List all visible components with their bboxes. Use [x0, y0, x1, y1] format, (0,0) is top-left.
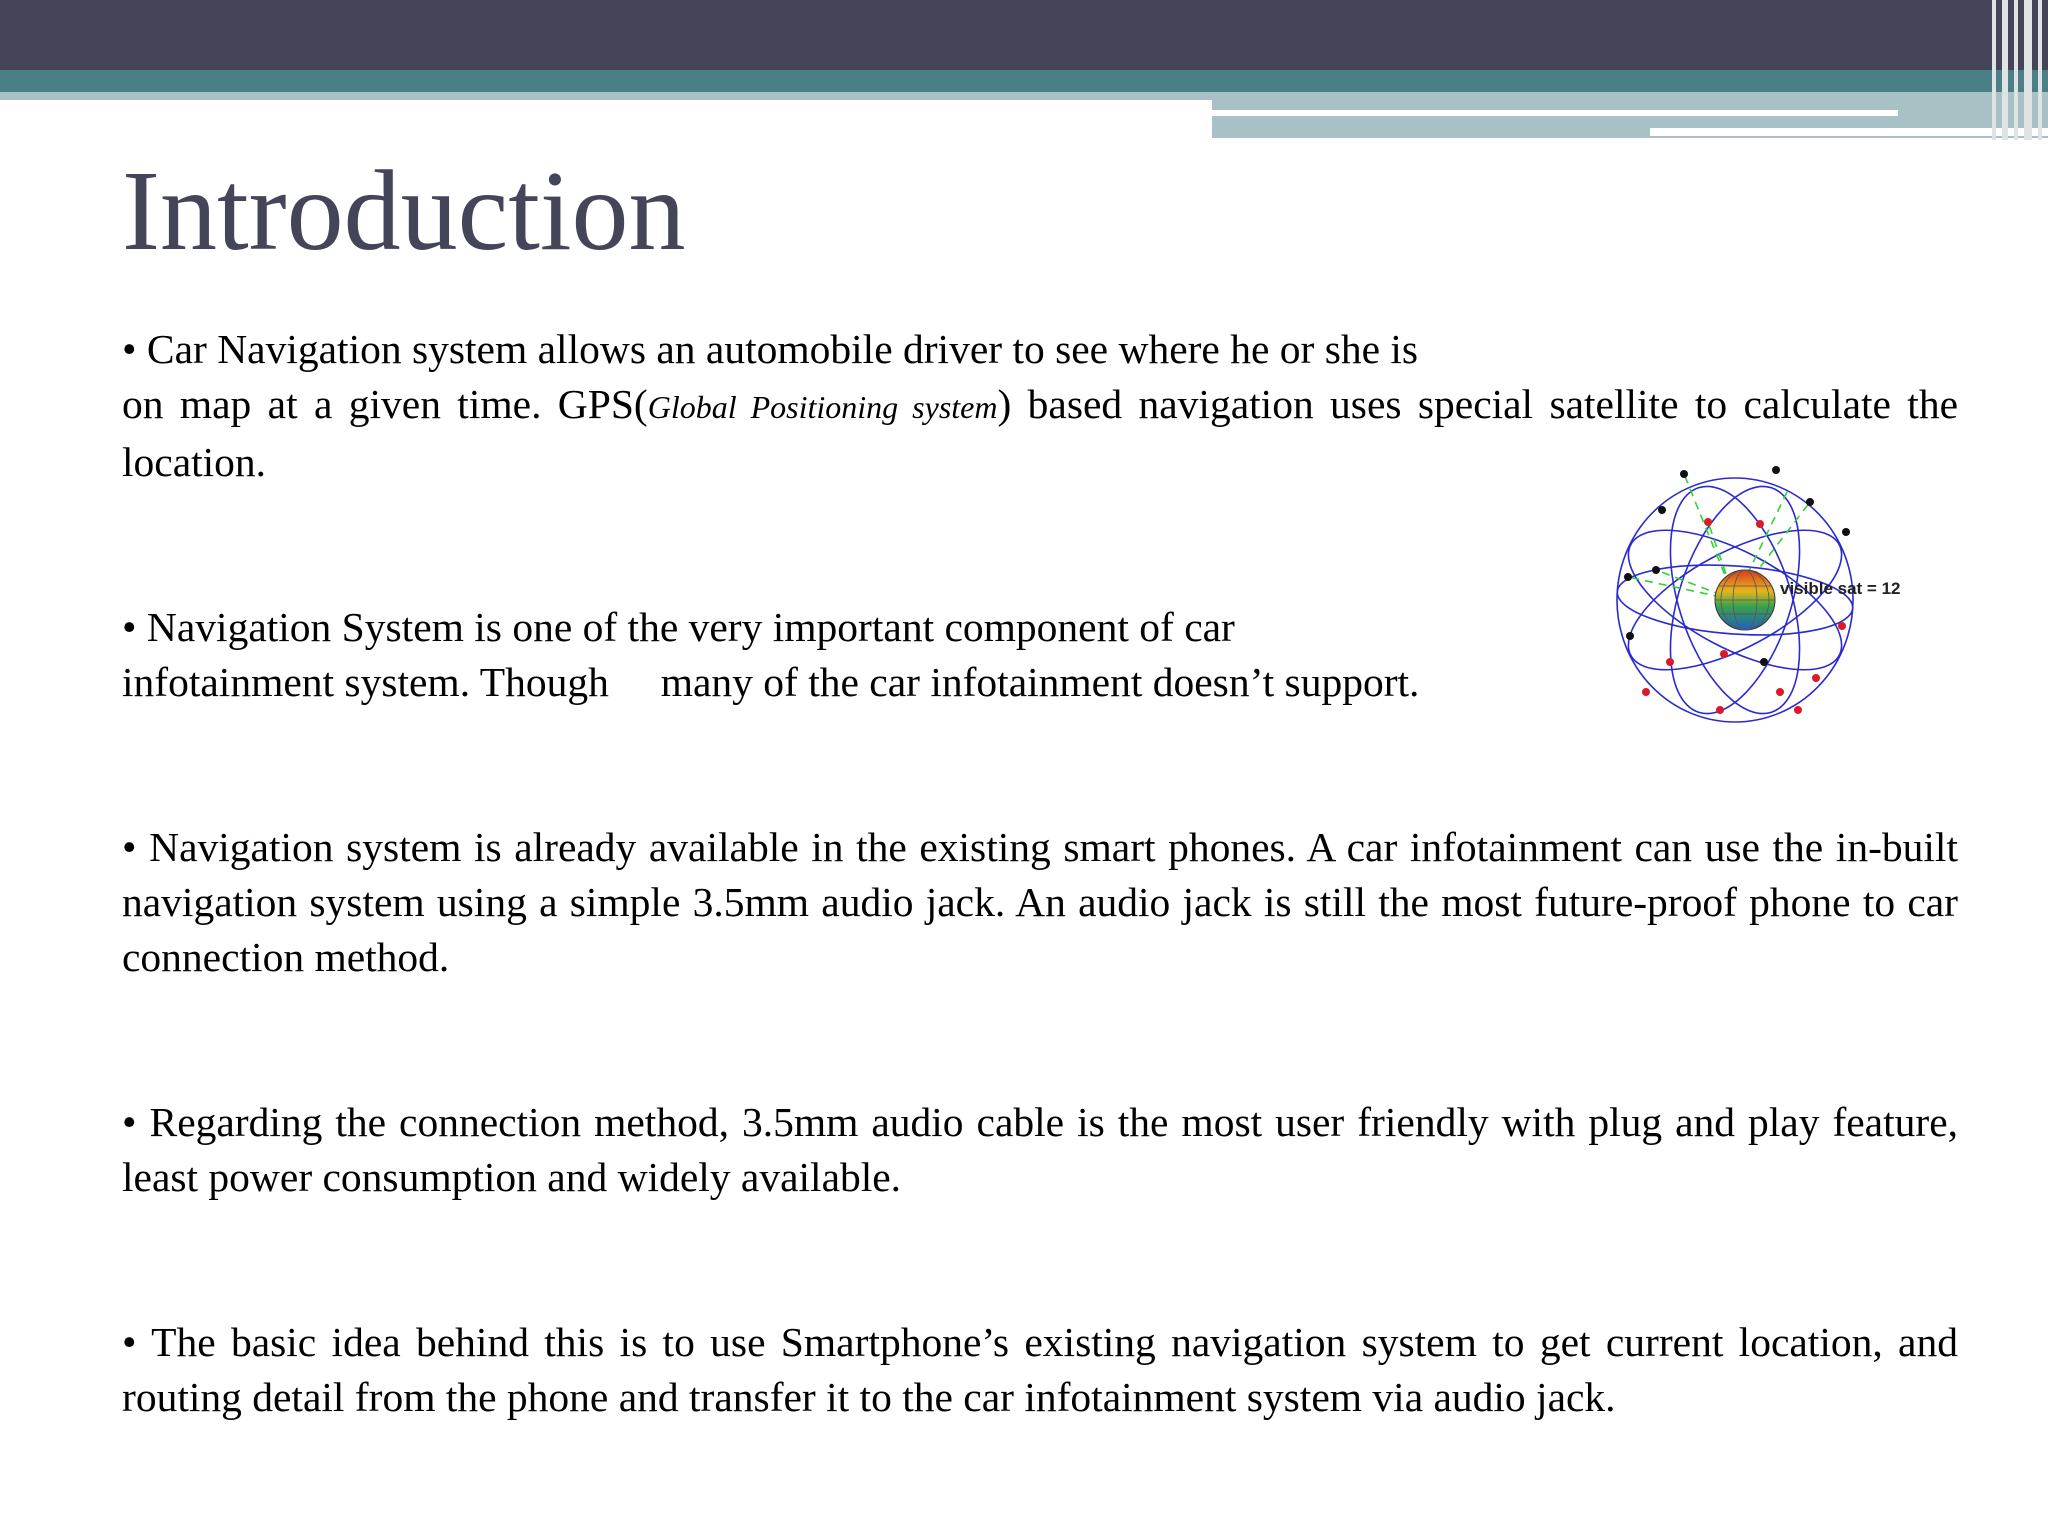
- bullet-marker: •: [122, 604, 137, 650]
- bullet-paragraph: [122, 600, 1582, 710]
- visible-satellites-label: visible sat = 12: [1780, 579, 1901, 598]
- paragraph-text: on map at a given time. GPS(: [122, 381, 648, 427]
- bullet-paragraph: [122, 1095, 1958, 1205]
- header-bar-dark: [0, 0, 2048, 70]
- header-accent-line: [1212, 110, 1898, 116]
- bullet-marker: •: [122, 1099, 137, 1145]
- gps-expansion: Global Positioning system: [647, 389, 998, 425]
- bullet-marker: •: [122, 326, 137, 372]
- slide-title: Introduction: [122, 147, 686, 274]
- bullet-marker: •: [122, 824, 137, 870]
- bullet-marker: •: [122, 1319, 137, 1365]
- paragraph-text: Navigation system is already available in the existing smart phones. A car infotainment can use the in-built navigation system using a simple 3.5mm audio jack. An audio jack is still the most future-proof phone to car connection method.: [122, 824, 1958, 980]
- paragraph-text: infotainment system. Though many of the car infotainment doesn’t support.: [122, 659, 1420, 705]
- paragraph-text: The basic idea behind this is to use Smartphone’s existing navigation system to get current location, and routing detail from the phone and transfer it to the car infotainment system via audio jack.: [122, 1319, 1958, 1420]
- paragraph-text: Regarding the connection method, 3.5mm audio cable is the most user friendly with plug and play feature, least power consumption and widely available.: [122, 1099, 1958, 1200]
- paragraph-text: Navigation System is one of the very important component of car: [146, 604, 1235, 650]
- header-bar-teal-light: [0, 92, 1212, 100]
- bullet-paragraph: [122, 820, 1958, 985]
- gps-satellite-constellation-icon: [1610, 462, 1930, 742]
- header-corner-stripes: [1988, 0, 2048, 140]
- header-bar-teal: [0, 70, 2048, 92]
- bullet-line: [122, 322, 1958, 377]
- bullet-line: [122, 600, 1582, 655]
- paragraph-text: ) based navigation uses special satellite to calculate the location.: [122, 381, 1958, 485]
- paragraph-text: Car Navigation system allows an automobile driver to see where he or she is: [146, 326, 1419, 372]
- bullet-paragraph: [122, 1315, 1958, 1425]
